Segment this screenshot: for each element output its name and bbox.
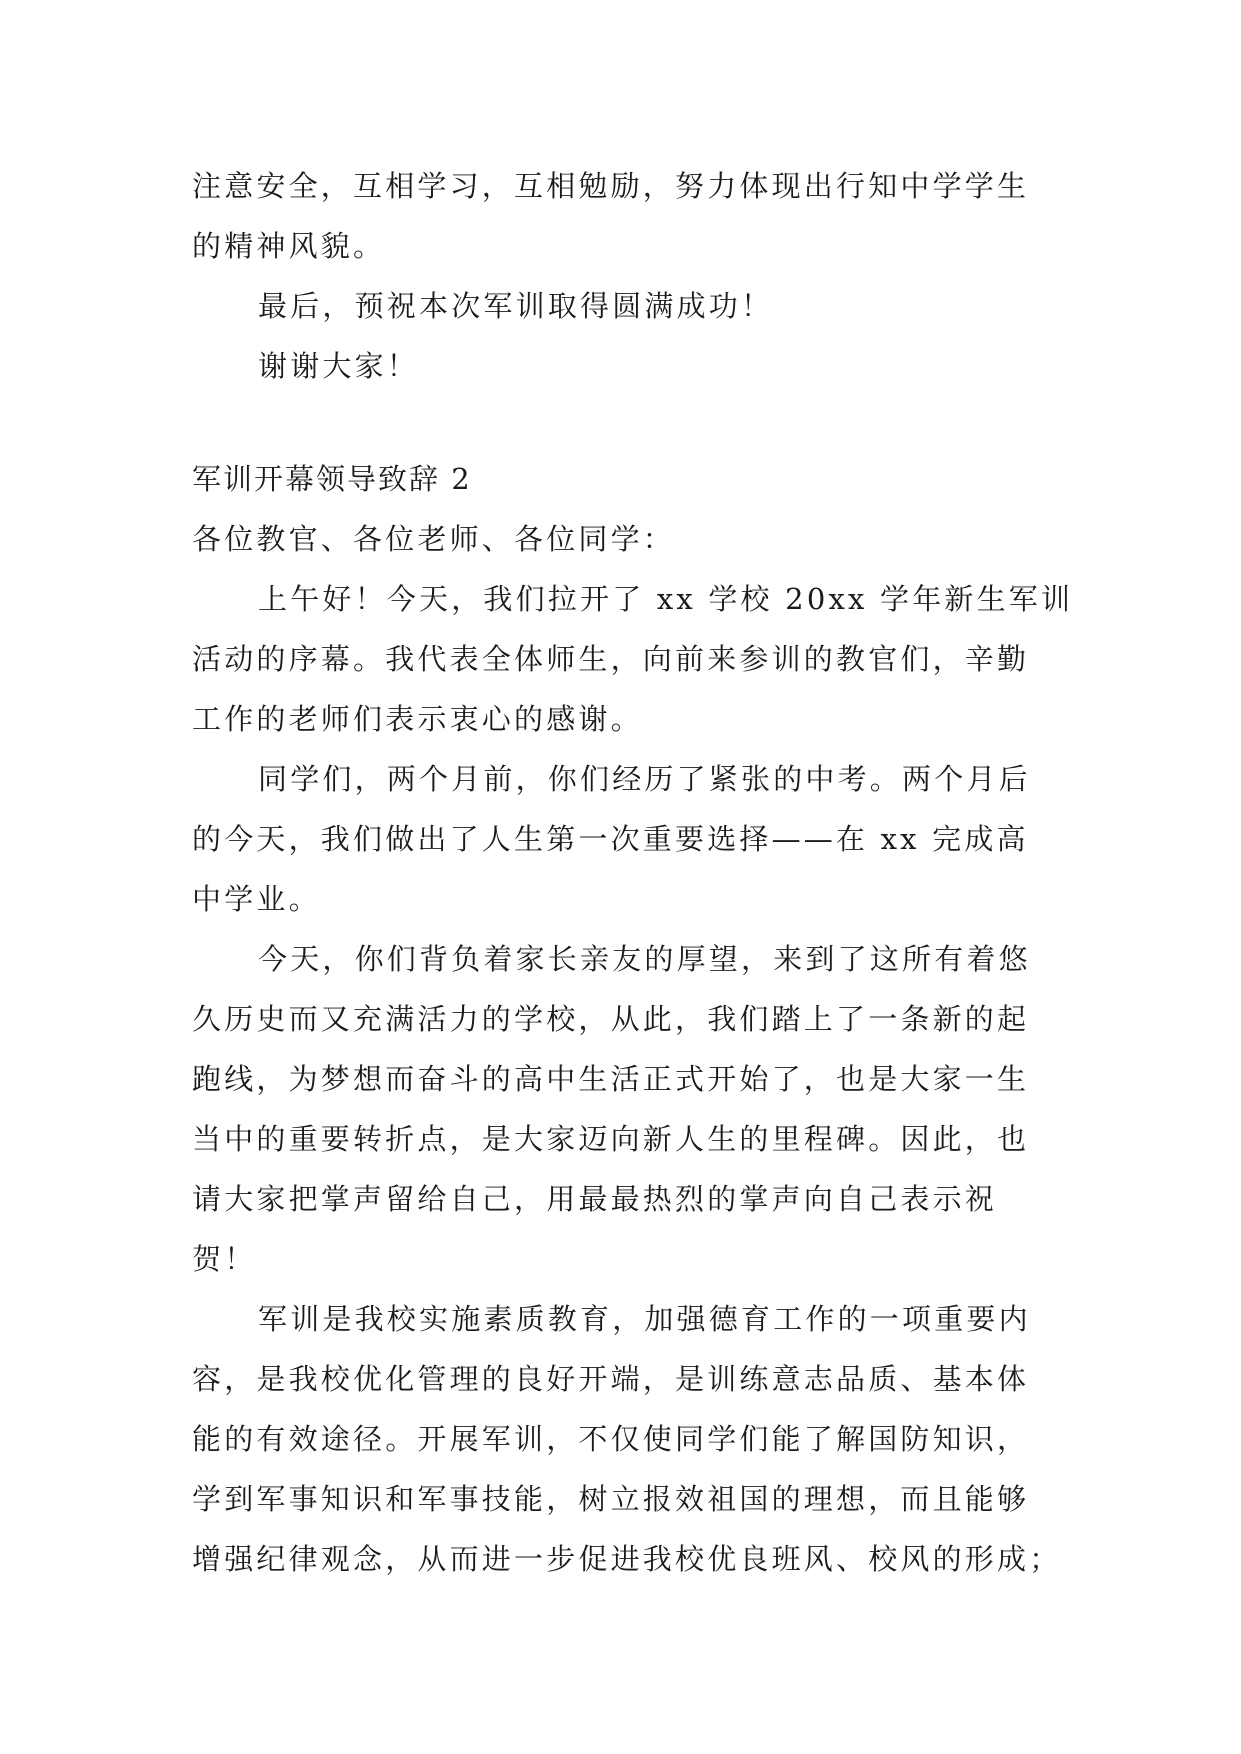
body-text-line: 贺！: [192, 1242, 257, 1276]
body-text-line: 增强纪律观念，从而进一步促进我校优良班风、校风的形成；: [192, 1542, 1062, 1576]
body-text-line: 学到军事知识和军事技能，树立报效祖国的理想，而且能够: [192, 1482, 1030, 1516]
body-text-line: 工作的老师们表示衷心的感谢。: [192, 702, 643, 736]
body-text-line: 容，是我校优化管理的良好开端，是训练意志品质、基本体: [192, 1362, 1030, 1396]
body-text-line: 同学们，两个月前，你们经历了紧张的中考。两个月后: [258, 762, 1031, 796]
body-text-line: 注意安全，互相学习，互相勉励，努力体现出行知中学学生: [192, 169, 1030, 203]
body-text-line: 的今天，我们做出了人生第一次重要选择——在 xx 完成高: [192, 822, 1029, 856]
body-text-line: 今天，你们背负着家长亲友的厚望，来到了这所有着悠: [258, 942, 1031, 976]
section-title: 军训开幕领导致辞 2: [192, 462, 472, 496]
body-text-line: 当中的重要转折点，是大家迈向新人生的里程碑。因此，也: [192, 1122, 1030, 1156]
body-text-line: 请大家把掌声留给自己，用最最热烈的掌声向自己表示祝: [192, 1182, 998, 1216]
body-text-line: 能的有效途径。开展军训，不仅使同学们能了解国防知识，: [192, 1422, 1030, 1456]
closing-wish: 最后，预祝本次军训取得圆满成功！: [258, 289, 774, 323]
body-text-line: 上午好！今天，我们拉开了 xx 学校 20xx 学年新生军训: [258, 582, 1074, 616]
body-text-line: 久历史而又充满活力的学校，从此，我们踏上了一条新的起: [192, 1002, 1030, 1036]
body-text-line: 活动的序幕。我代表全体师生，向前来参训的教官们，辛勤: [192, 642, 1030, 676]
body-text-line: 中学业。: [192, 882, 321, 916]
body-text-line: 跑线，为梦想而奋斗的高中生活正式开始了，也是大家一生: [192, 1062, 1030, 1096]
body-text-line: 军训是我校实施素质教育，加强德育工作的一项重要内: [258, 1302, 1031, 1336]
salutation: 各位教官、各位老师、各位同学：: [192, 522, 676, 556]
closing-thanks: 谢谢大家！: [258, 349, 420, 383]
body-text-line: 的精神风貌。: [192, 229, 386, 263]
